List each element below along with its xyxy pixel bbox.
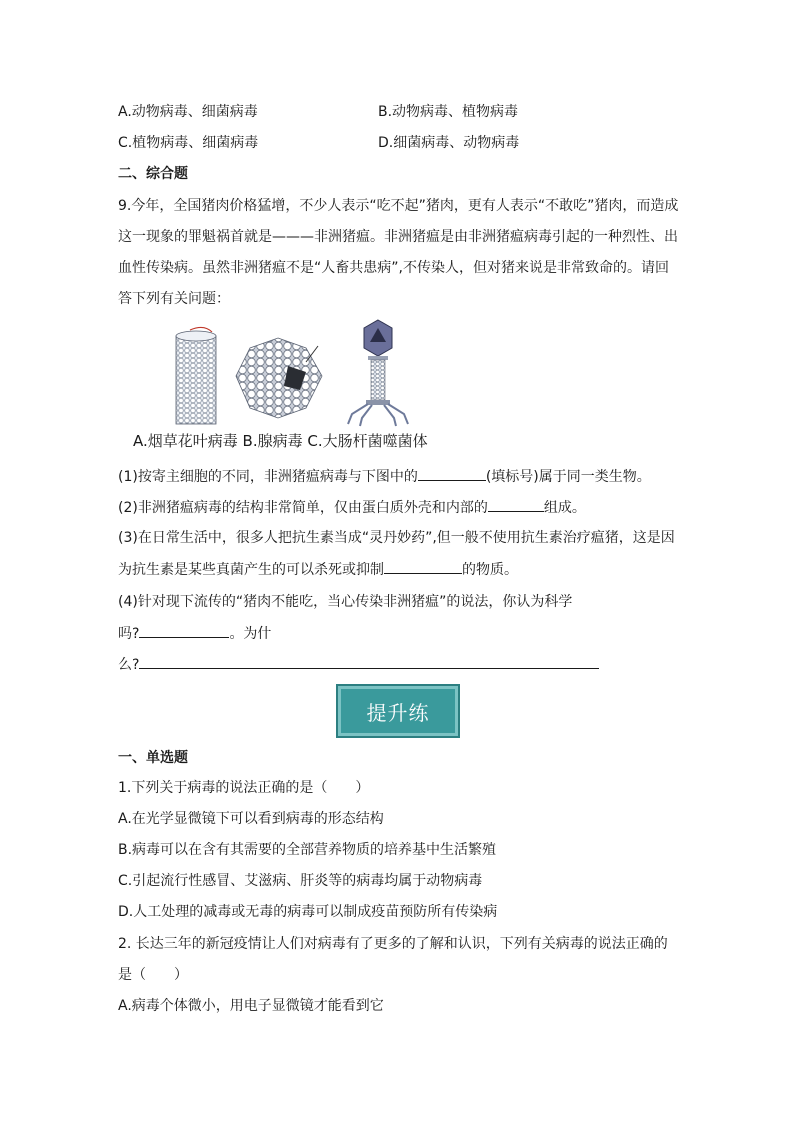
sub-question-3-line: (3)在日常生活中，很多人把抗生素当成“灵丹妙药”,但一般不使用抗生素治疗瘟猪，这是因	[118, 530, 675, 546]
sub-question-2-text-end: 组成。	[543, 500, 586, 516]
question-9-line: 这一现象的罪魁祸首就是———非洲猪瘟。非洲猪瘟是由非洲猪瘟病毒引起的一种烈性、出	[118, 229, 678, 245]
answer-blank-5[interactable]	[139, 654, 599, 669]
section-heading-single-choice: 一、单选题	[118, 750, 188, 766]
sub-question-4-line: (4)针对现下流传的“猪肉不能吃，当心传染非洲猪瘟”的说法，你认为科学	[118, 594, 573, 610]
sub-question-4-text-end: 。为什	[229, 626, 272, 642]
sub-question-2-text: (2)非洲猪瘟病毒的结构非常简单，仅由蛋白质外壳和内部的	[118, 500, 488, 516]
sub-question-4	[118, 623, 271, 644]
answer-blank-3[interactable]	[384, 559, 462, 574]
sub-question-3-text-end: 的物质。	[462, 562, 518, 578]
question-1-stem: 1.下列关于病毒的说法正确的是（ ）	[118, 780, 370, 796]
sub-question-1-text: (1)按寄主细胞的不同，非洲猪瘟病毒与下图中的	[118, 469, 418, 485]
sub-question-4-why	[118, 654, 599, 675]
option-a-prev: A.动物病毒、细菌病毒	[118, 104, 258, 120]
question-2-stem-line1: 2. 长达三年的新冠疫情让人们对病毒有了更多的了解和认识，下列有关病毒的说法正确的	[118, 936, 668, 952]
answer-blank-4[interactable]	[139, 623, 229, 638]
sub-question-1-text-end: (填标号)属于同一类生物。	[485, 469, 651, 485]
question-1-option-c: C.引起流行性感冒、艾滋病、肝炎等的病毒均属于动物病毒	[118, 873, 483, 889]
sub-question-4-why-text: 么?	[118, 657, 140, 673]
question-1-option-b: B.病毒可以在含有其需要的全部营养物质的培养基中生活繁殖	[118, 842, 497, 858]
practice-banner-label: 提升练	[366, 700, 430, 725]
section-heading-comprehensive: 二、综合题	[118, 166, 188, 182]
question-9-line: 血性传染病。虽然非洲猪瘟不是“人畜共患病”,不传染人，但对猪来说是非常致命的。请回	[118, 260, 669, 276]
tobacco-mosaic-virus-image	[176, 327, 216, 424]
sub-question-3	[118, 559, 518, 580]
question-2-option-a: A.病毒个体微小，用电子显微镜才能看到它	[118, 998, 384, 1014]
option-c-prev: C.植物病毒、细菌病毒	[118, 135, 259, 151]
question-9-line: 9.今年，全国猪肉价格猛增，不少人表示“吃不起”猪肉，更有人表示“不敢吃”猪肉，而造成	[118, 198, 679, 214]
question-9-line: 答下列有关问题：	[118, 291, 230, 307]
sub-question-1	[118, 466, 651, 487]
bacteriophage-image	[348, 320, 408, 426]
answer-blank-1[interactable]	[418, 466, 486, 481]
virus-figure-caption: A.烟草花叶病毒 B.腺病毒 C.大肠杆菌噬菌体	[133, 432, 428, 450]
question-2-stem-line2: 是（ ）	[118, 967, 188, 983]
option-b-prev: B.动物病毒、植物病毒	[378, 104, 519, 120]
sub-question-4-text: 吗?	[118, 626, 140, 642]
option-d-prev: D.细菌病毒、动物病毒	[378, 135, 520, 151]
sub-question-2	[118, 497, 586, 518]
practice-banner	[336, 684, 460, 738]
sub-question-3-text: 为抗生素是某些真菌产生的可以杀死或抑制	[118, 562, 384, 578]
answer-blank-2[interactable]	[488, 497, 544, 512]
virus-illustration-svg	[130, 318, 460, 428]
question-1-option-d: D.人工处理的减毒或无毒的病毒可以制成疫苗预防所有传染病	[118, 904, 498, 920]
adenovirus-image	[236, 338, 322, 418]
question-1-option-a: A.在光学显微镜下可以看到病毒的形态结构	[118, 811, 384, 827]
